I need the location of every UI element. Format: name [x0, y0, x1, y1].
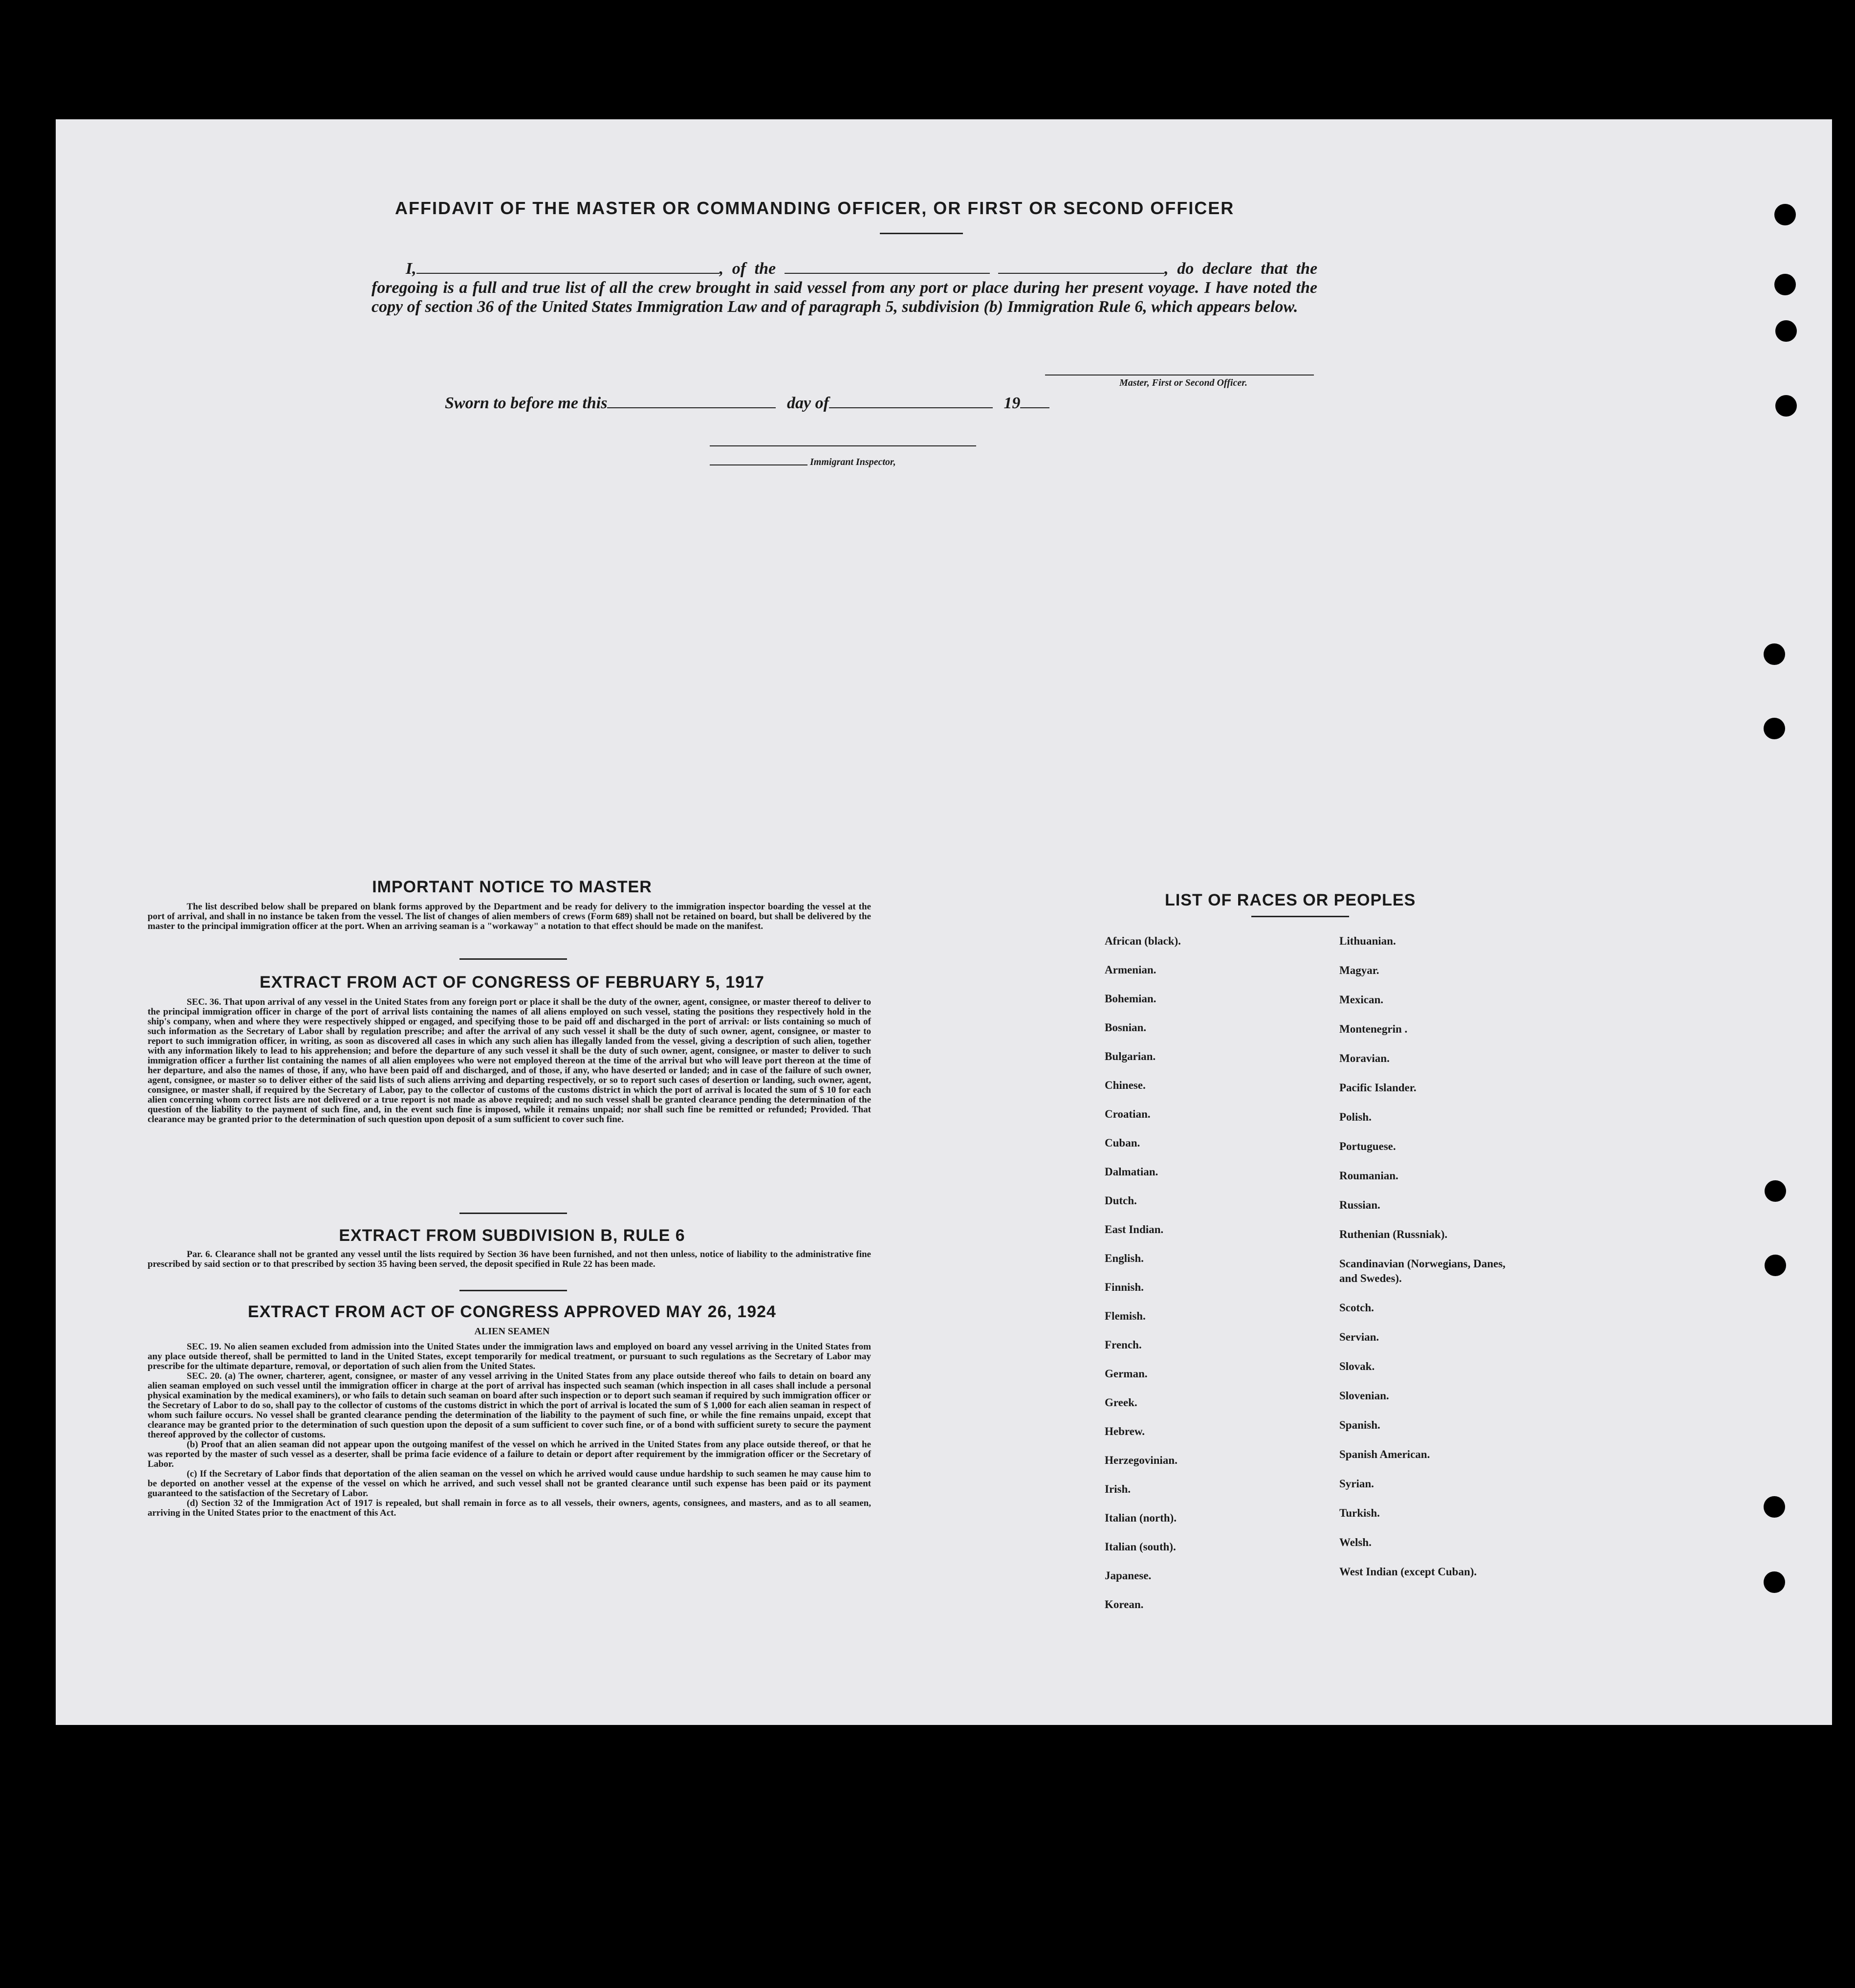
race-item: Cuban.	[1105, 1137, 1140, 1149]
race-item: Irish.	[1105, 1483, 1131, 1495]
races-right-column	[1339, 934, 1515, 1599]
binder-hole	[1765, 1255, 1786, 1276]
sworn-line	[445, 394, 1049, 413]
race-item: Bohemian.	[1105, 993, 1157, 1005]
race-item: Magyar.	[1339, 964, 1379, 976]
affidavit-text	[371, 259, 1317, 316]
race-item: English.	[1105, 1252, 1144, 1264]
sworn-day-field[interactable]	[607, 395, 776, 408]
section-divider	[459, 958, 567, 960]
sec-20d-paragraph: (d) Section 32 of the Immigration Act of 1917 is repealed, but shall remain in force as to all vessels, their owners, agents, consignees, and masters, and as to all seamen, arriving in the United States prior to the enactment of this Act.	[148, 1498, 871, 1518]
sworn-year: 19	[1004, 394, 1021, 412]
binder-hole	[1775, 395, 1797, 417]
race-item: Italian (south).	[1105, 1541, 1176, 1553]
master-name-field[interactable]	[416, 260, 720, 274]
race-item: Spanish American.	[1339, 1448, 1430, 1460]
extract-1917-body: SEC. 36. That upon arrival of any vessel in the United States from any foreign port or place it shall be the duty of the owner, agent, consignee, or master thereof to deliver to the principal immigration officer in charge of the port of arrival lists containing the names of all aliens employed on such vessel, stating the positions they respectively hold in the ship's company, when and where they were respectively shipped or engaged, and specifying those to be paid off and discharged in the port of arrival: or lists containing so much of such information as the Secretary of Labor shall by regulation prescribe; and after the arrival of any such vessel it shall be the duty of such owner, agent, consignee, or master to report to such immigration officer, in writing, as soon as discovered all cases in which any such alien has illegally landed from the vessel, giving a description of such alien, together with any information likely to lead to his apprehension; and before the departure of any such vessel it shall be the duty of such owner, agent, consignee, or master to deliver to such immigration officer a further list containing the names of all alien employees who were not employed thereon at the time of the arrival but who will leave port thereon at the time of her departure, and also the names of those, if any, who have been paid off and discharged, and of those, if any, who have deserted or landed; and in case of the failure of such owner, agent, consignee, or master so to deliver either of the said lists of such aliens arriving and departing respectively, or so to report such cases of desertion or landing, such owner, agent, consignee, or master shall, if required by the Secretary of Labor, pay to the collector of customs of the customs district in which the port of arrival is located the sum of $ 10 for each alien concerning whom correct lists are not delivered or a true report is not made as above required; and no such vessel shall be granted clearance pending the determination of the question of the liability to the payment of such fine, and, in the event such fine is imposed, while it remains unpaid; nor shall such fine be remitted or refunded; Provided. That clearance may be granted prior to the determination of such question upon deposit of a sum sufficient to cover such fine.	[148, 997, 871, 1125]
race-item: Welsh.	[1339, 1536, 1372, 1548]
binder-hole	[1764, 643, 1785, 665]
section-divider	[459, 1290, 567, 1291]
race-item: Slovenian.	[1339, 1390, 1389, 1402]
notice-body: The list described below shall be prepared on blank forms approved by the Department and be ready for delivery to the immigration inspector boarding the vessel at the port of arrival, and shall in no instance be taken from the vessel. The list of changes of alien members of crews (Form 689) shall not be retained on board, but shall be delivered by the master to the principal immigration officer at the port. When an arriving seaman is a "workaway" a notation to that effect should be made on the manifest.	[148, 902, 871, 931]
rule6-body: Par. 6. Clearance shall not be granted any vessel until the lists required by Section 36 have been furnished, and not then unless, notice of liability to the administrative fine prescribed by said section or to that prescribed by section 35 having been served, the deposit specified in Rule 22 has been made.	[148, 1249, 871, 1269]
race-item: Scandinavian (Norwegians, Danes, and Swedes).	[1339, 1258, 1506, 1284]
binder-hole	[1774, 274, 1796, 295]
race-item: Scotch.	[1339, 1302, 1374, 1314]
race-item: German.	[1105, 1368, 1148, 1380]
race-item: Polish.	[1339, 1111, 1372, 1123]
race-item: Armenian.	[1105, 964, 1157, 976]
race-item: Italian (north).	[1105, 1512, 1177, 1524]
race-item: Korean.	[1105, 1598, 1144, 1611]
race-item: Bosnian.	[1105, 1021, 1147, 1034]
race-item: Syrian.	[1339, 1478, 1374, 1490]
binder-hole	[1764, 1571, 1785, 1593]
race-item: French.	[1105, 1339, 1142, 1351]
race-item: West Indian (except Cuban).	[1339, 1566, 1477, 1578]
sec-20c-paragraph: (c) If the Secretary of Labor finds that deportation of the alien seaman on the vessel on which he arrived would cause undue hardship to such seamen he may cause him to be deported on another vessel at the expense of the vessel on which he arrived, and such vessel shall not be granted clearance until such expense has been paid or its payment guaranteed to the satisfaction of the Secretary of Labor.	[148, 1469, 871, 1499]
rule6-title: EXTRACT FROM SUBDIVISION B, RULE 6	[339, 1226, 685, 1245]
binder-hole	[1765, 1180, 1786, 1202]
binder-hole	[1764, 1496, 1785, 1518]
affidavit-of-the: , of the	[719, 260, 776, 278]
master-signature-line[interactable]	[1045, 375, 1314, 376]
races-title-underline	[1251, 916, 1349, 917]
vessel-field-1[interactable]	[785, 260, 990, 274]
extract-1917-title: EXTRACT FROM ACT OF CONGRESS OF FEBRUARY 5, 1917	[260, 973, 764, 992]
inspector-signature-line[interactable]	[710, 445, 976, 446]
alien-seamen-subtitle: ALIEN SEAMEN	[474, 1326, 550, 1337]
binder-hole	[1774, 204, 1796, 225]
affidavit-i: I,	[406, 260, 416, 278]
race-item: East Indian.	[1105, 1223, 1164, 1236]
sworn-month-field[interactable]	[829, 395, 993, 408]
race-item: Dalmatian.	[1105, 1166, 1158, 1178]
extract-1924-title: EXTRACT FROM ACT OF CONGRESS APPROVED MAY 26, 1924	[248, 1303, 776, 1321]
race-item: Russian.	[1339, 1199, 1380, 1211]
title-underline	[880, 233, 963, 234]
binder-hole	[1764, 718, 1785, 739]
vessel-field-2[interactable]	[998, 260, 1164, 274]
race-item: Montenegrin .	[1339, 1023, 1408, 1035]
race-item: Flemish.	[1105, 1310, 1146, 1322]
races-left-column	[1105, 934, 1310, 1626]
race-item: Moravian.	[1339, 1052, 1390, 1064]
sworn-day-of: day of	[786, 394, 829, 412]
inspector-caption: Immigrant Inspector,	[810, 457, 896, 467]
signature-caption: Master, First or Second Officer.	[1119, 377, 1247, 388]
race-item: Greek.	[1105, 1396, 1137, 1409]
race-item: Portuguese.	[1339, 1140, 1396, 1152]
race-item: Slovak.	[1339, 1360, 1375, 1372]
section-divider	[459, 1213, 567, 1214]
race-item: Croatian.	[1105, 1108, 1151, 1120]
race-item: Lithuanian.	[1339, 935, 1396, 947]
sec-19-paragraph: SEC. 19. No alien seamen excluded from admission into the United States under the immigration laws and employed on board any vessel arriving in the United States from any place outside thereof, shall be permitted to land in the United States, except temporarily for medical treatment, or pursuant to such regulations as the Secretary of Labor may prescribe for the ultimate departure, removal, or deportation of such alien from the United States.	[148, 1342, 871, 1371]
race-item: Spanish.	[1339, 1419, 1380, 1431]
race-item: Finnish.	[1105, 1281, 1144, 1293]
race-item: Hebrew.	[1105, 1425, 1145, 1437]
race-item: Mexican.	[1339, 994, 1384, 1006]
race-item: Servian.	[1339, 1331, 1379, 1343]
race-item: African (black).	[1105, 935, 1181, 947]
race-item: Pacific Islander.	[1339, 1082, 1417, 1094]
race-item: Turkish.	[1339, 1507, 1380, 1519]
race-item: Japanese.	[1105, 1569, 1152, 1582]
affidavit-body: that the foregoing is a full and true list of all the crew brought in said vessel from any port or place during her present voyage. I have noted the copy of section 36 of the United States Immigration Law and of paragraph 5, subdivision (b) Immigration Rule 6, which appears below.	[371, 260, 1318, 316]
extract-1924-body	[148, 1342, 871, 1518]
affidavit-declare: , do declare	[1164, 260, 1252, 278]
races-title: LIST OF RACES OR PEOPLES	[1165, 891, 1416, 909]
sworn-year-field[interactable]	[1020, 395, 1049, 408]
race-item: Ruthenian (Russniak).	[1339, 1228, 1448, 1240]
race-item: Chinese.	[1105, 1079, 1146, 1091]
sec-20a-paragraph: SEC. 20. (a) The owner, charterer, agent, consignee, or master of any vessel arriving in the United States from any place outside thereof who fails to detain on board any alien seaman employed on such vessel until the immigration officer in charge at the port of arrival has inspected such seaman (which inspection in all cases shall include a personal physical examination by the medical examiners), or who fails to detain such seaman on board after such inspection or to deport such seaman if required by such immigration officer or the Secretary of Labor to do so, shall pay to the collector of customs of the customs district in which the port of arrival is located the sum of $ 1,000 for each alien seaman in respect of whom such failure occurs. No vessel shall be granted clearance pending the determination of the liability to the payment of such fine, or while the fine remains unpaid, except that clearance may be granted prior to the determination of such question upon the deposit of a sum sufficient to cover such fine, or of a bond with sufficient surety to secure the payment thereof approved by the collector of customs.	[148, 1371, 871, 1440]
race-item: Roumanian.	[1339, 1170, 1398, 1182]
race-item: Herzegovinian.	[1105, 1454, 1178, 1466]
race-item: Bulgarian.	[1105, 1050, 1156, 1062]
affidavit-title: AFFIDAVIT OF THE MASTER OR COMMANDING OFFICER, OR FIRST OR SECOND OFFICER	[395, 198, 1235, 218]
notice-title: IMPORTANT NOTICE TO MASTER	[372, 878, 652, 896]
inspector-signature-line-2[interactable]	[710, 464, 807, 465]
sec-20b-paragraph: (b) Proof that an alien seaman did not appear upon the outgoing manifest of the vessel on which he arrived in the United States from any place outside thereof, or that he was reported by the master of such vessel as a deserter, shall be prima facie evidence of a failure to detain or deport after requirement by the immigration officer or the Secretary of Labor.	[148, 1439, 871, 1469]
binder-hole	[1775, 320, 1797, 342]
race-item: Dutch.	[1105, 1194, 1137, 1207]
sworn-prefix: Sworn to before me this	[445, 394, 608, 412]
